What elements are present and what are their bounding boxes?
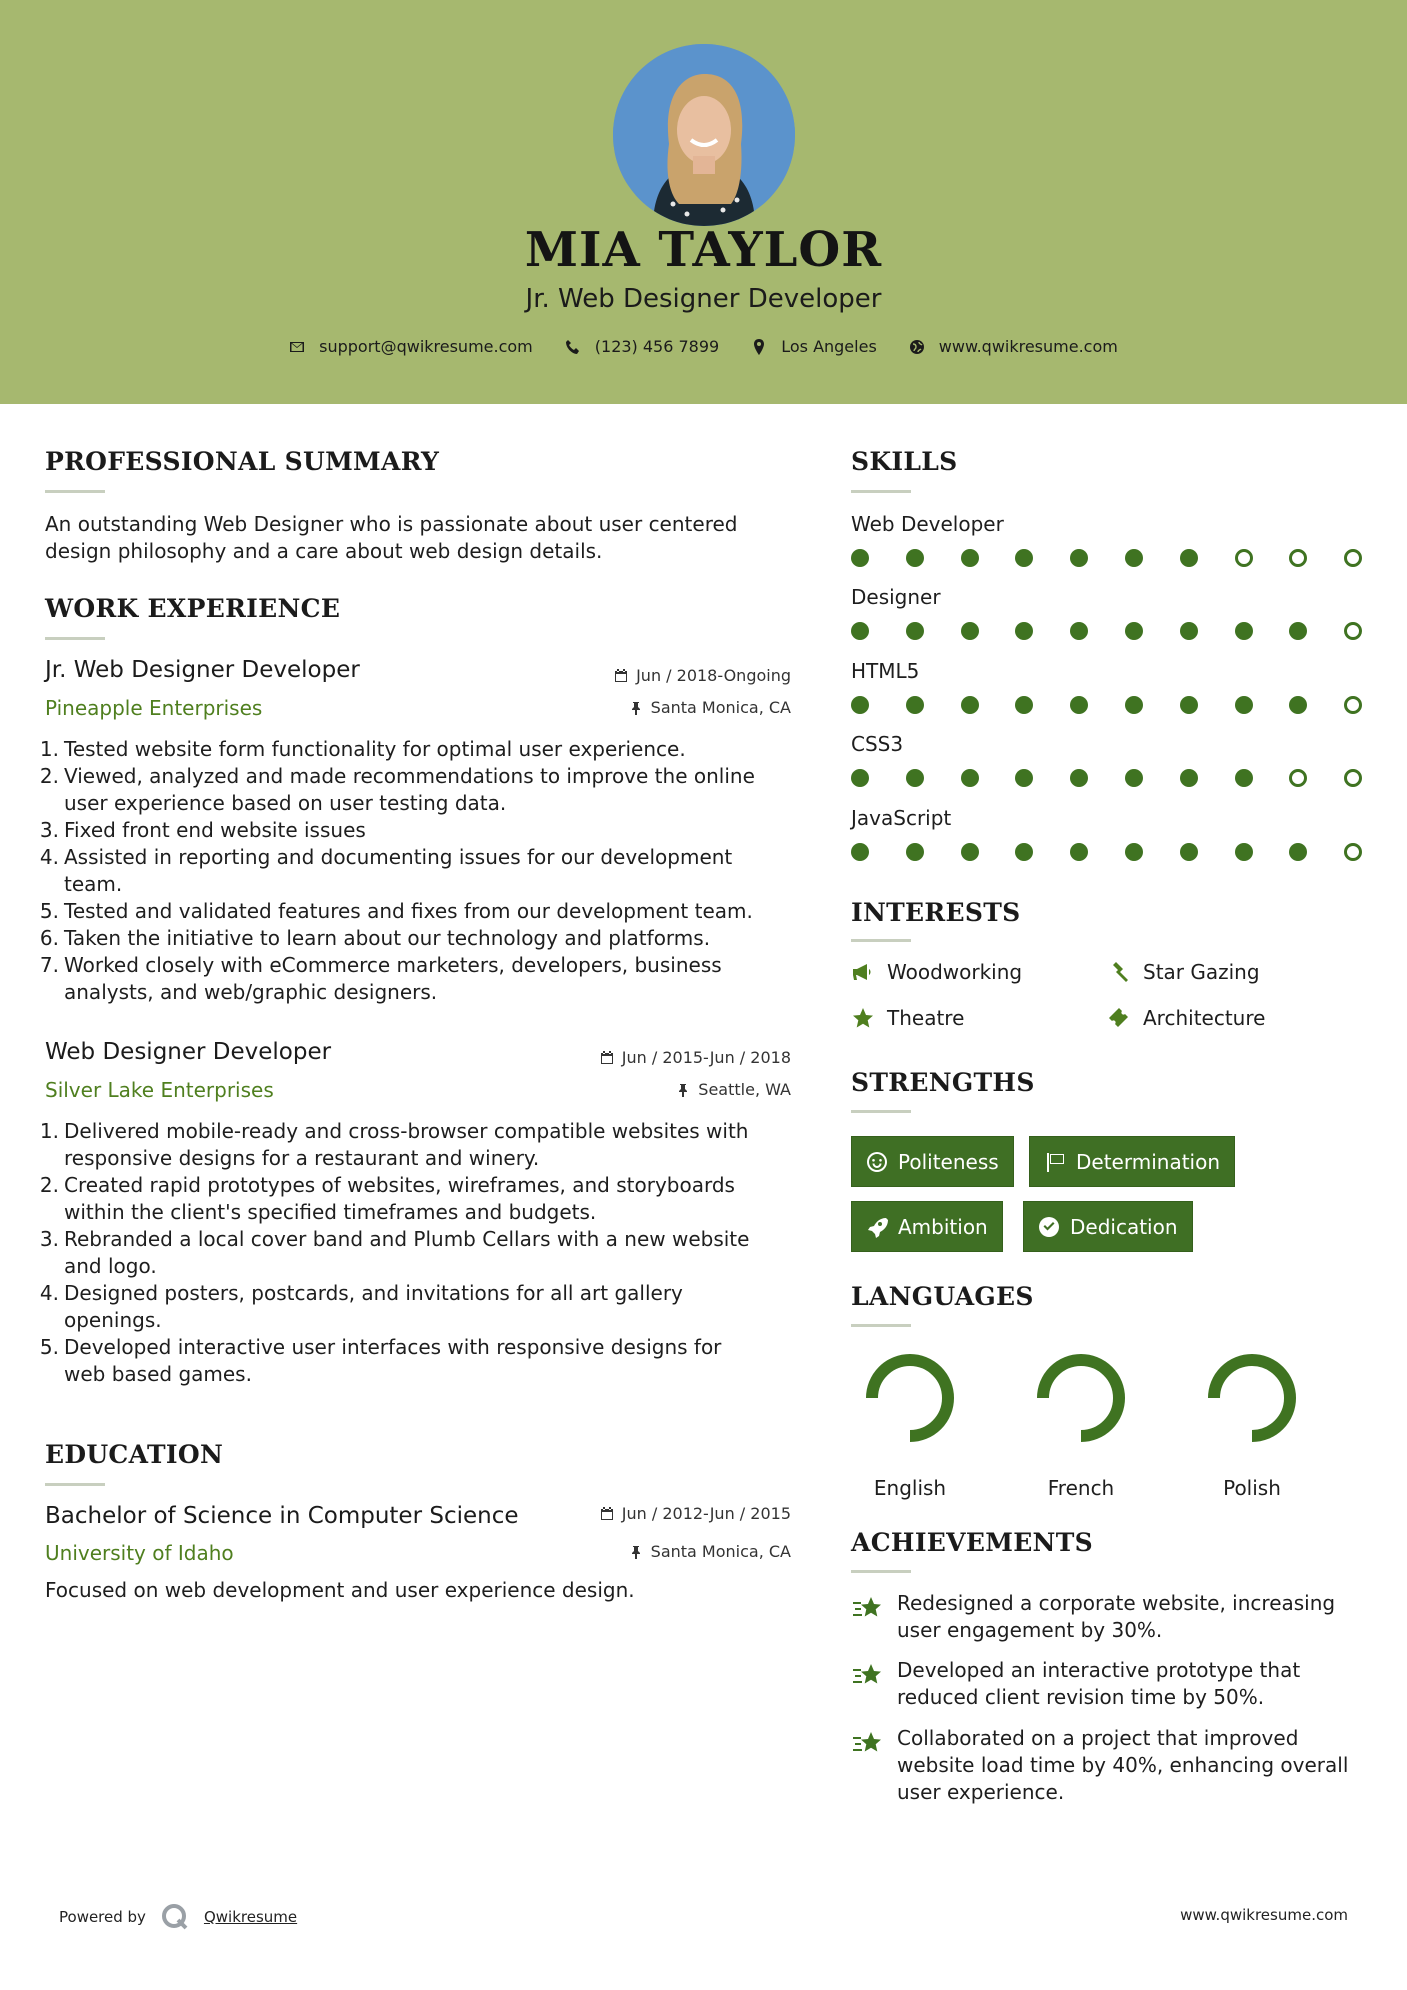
envelope-icon bbox=[289, 339, 305, 355]
star-award-icon bbox=[851, 1661, 885, 1691]
globe-icon bbox=[909, 339, 925, 355]
skill-dot-filled bbox=[851, 769, 869, 787]
language-item bbox=[1202, 1348, 1302, 1500]
list-item: 6. Taken the initiative to learn about our technology and platforms. bbox=[39, 926, 711, 950]
footer-powered-by bbox=[59, 1902, 297, 1932]
contact-email[interactable] bbox=[289, 337, 533, 356]
contact-location bbox=[751, 337, 877, 356]
language-item bbox=[1031, 1348, 1131, 1500]
interest-item bbox=[851, 1006, 964, 1030]
strength-label: Politeness bbox=[898, 1149, 999, 1174]
achievement-item bbox=[851, 1657, 1371, 1711]
skill-dot-filled bbox=[961, 696, 979, 714]
skill-dot-filled bbox=[1125, 769, 1143, 787]
contact-website-text: www.qwikresume.com bbox=[938, 337, 1118, 356]
language-ring bbox=[1031, 1348, 1131, 1448]
list-item: 1. Delivered mobile-ready and cross-browser compatible websites with responsive designs for a restaurant and winery. bbox=[39, 1119, 749, 1170]
strength-label: Determination bbox=[1076, 1149, 1221, 1174]
skill-dot-empty bbox=[1344, 549, 1362, 567]
job-date-text: Jun / 2018-Ongoing bbox=[636, 666, 791, 685]
skill-rating bbox=[851, 622, 1371, 642]
list-item: 5. Developed interactive user interfaces with responsive designs for web based games. bbox=[39, 1335, 722, 1386]
section-title-achievements: ACHIEVEMENTS bbox=[851, 1528, 1093, 1557]
education-date-text: Jun / 2012-Jun / 2015 bbox=[621, 1504, 791, 1523]
section-divider bbox=[851, 939, 911, 942]
skill-dot-filled bbox=[1235, 696, 1253, 714]
list-item: 2. Created rapid prototypes of websites, wireframes, and storyboards within the client's specified timeframes and budgets. bbox=[39, 1173, 735, 1224]
smile-icon bbox=[866, 1151, 888, 1173]
language-label: French bbox=[1047, 1476, 1115, 1500]
skill-name: CSS3 bbox=[851, 732, 904, 756]
pushpin-icon bbox=[629, 1545, 643, 1559]
job-date-text: Jun / 2015-Jun / 2018 bbox=[621, 1048, 791, 1067]
contact-email-text: support@qwikresume.com bbox=[319, 337, 533, 356]
star-award-icon bbox=[851, 1594, 885, 1624]
skill-dot-filled bbox=[906, 622, 924, 640]
section-title-interests: INTERESTS bbox=[851, 898, 1021, 927]
education-location-text: Santa Monica, CA bbox=[650, 1542, 791, 1561]
skill-name: Web Developer bbox=[851, 512, 1004, 536]
skill-dot-filled bbox=[1289, 696, 1307, 714]
education-school: University of Idaho bbox=[45, 1541, 234, 1565]
skill-dot-filled bbox=[1125, 622, 1143, 640]
skill-dot-filled bbox=[1235, 769, 1253, 787]
summary-line: design philosophy and a care about web design details. bbox=[45, 539, 603, 563]
skill-dot-filled bbox=[1180, 843, 1198, 861]
section-title-skills: SKILLS bbox=[851, 447, 958, 476]
skill-dot-filled bbox=[1015, 843, 1033, 861]
interest-item bbox=[851, 960, 1022, 984]
star-icon bbox=[851, 1006, 875, 1030]
strength-label: Ambition bbox=[898, 1214, 988, 1239]
skill-dot-filled bbox=[961, 843, 979, 861]
interest-label: Star Gazing bbox=[1143, 960, 1260, 984]
list-item: 5. Tested and validated features and fixes from our development team. bbox=[39, 899, 753, 923]
powered-by-label: Powered by bbox=[59, 1908, 146, 1926]
skill-dot-filled bbox=[1125, 549, 1143, 567]
pushpin-icon bbox=[629, 701, 643, 715]
skill-dot-empty bbox=[1344, 843, 1362, 861]
contact-phone-text: (123) 456 7899 bbox=[594, 337, 720, 356]
job-duties-list bbox=[36, 1118, 796, 1388]
skill-dot-filled bbox=[1180, 696, 1198, 714]
language-item bbox=[860, 1348, 960, 1500]
interest-label: Theatre bbox=[887, 1006, 965, 1030]
interest-label: Woodworking bbox=[887, 960, 1023, 984]
list-item: 2. Viewed, analyzed and made recommendations to improve the online user experience based on user testing data. bbox=[39, 764, 755, 815]
skill-dot-filled bbox=[1125, 696, 1143, 714]
qwikresume-link[interactable]: Qwikresume bbox=[203, 1908, 298, 1926]
skill-dot-filled bbox=[851, 843, 869, 861]
ticket-icon bbox=[1107, 1006, 1131, 1030]
job-date bbox=[614, 666, 791, 685]
language-ring bbox=[1202, 1348, 1302, 1448]
candidate-title: Jr. Web Designer Developer bbox=[525, 284, 882, 314]
strength-label: Dedication bbox=[1070, 1214, 1178, 1239]
skill-dot-filled bbox=[1015, 549, 1033, 567]
skill-dot-filled bbox=[961, 549, 979, 567]
strength-badge bbox=[1029, 1136, 1235, 1187]
job-company: Silver Lake Enterprises bbox=[45, 1078, 274, 1102]
list-item: 3. Rebranded a local cover band and Plumb Cellars with a new website and logo. bbox=[39, 1227, 750, 1278]
list-item: 3. Fixed front end website issues bbox=[39, 818, 366, 842]
profile-photo-illustration bbox=[613, 44, 795, 226]
section-title-languages: LANGUAGES bbox=[851, 1282, 1034, 1311]
phone-icon bbox=[565, 339, 581, 355]
achievement-item bbox=[851, 1590, 1371, 1644]
section-divider bbox=[45, 490, 105, 493]
skill-dot-filled bbox=[1070, 843, 1088, 861]
skill-name: JavaScript bbox=[851, 806, 952, 830]
calendar-icon bbox=[614, 669, 628, 683]
skill-dot-empty bbox=[1289, 769, 1307, 787]
skill-dot-filled bbox=[851, 622, 869, 640]
section-divider bbox=[851, 490, 911, 493]
skill-dot-empty bbox=[1344, 696, 1362, 714]
contact-bar bbox=[0, 337, 1407, 356]
interest-item bbox=[1107, 1006, 1265, 1030]
education-note: Focused on web development and user experience design. bbox=[45, 1578, 635, 1602]
job-location bbox=[676, 1080, 791, 1099]
section-divider bbox=[45, 637, 105, 640]
skill-name: HTML5 bbox=[851, 659, 920, 683]
job-location bbox=[629, 698, 791, 717]
bullhorn-icon bbox=[851, 960, 875, 984]
qwikresume-logo-icon bbox=[160, 1902, 190, 1932]
list-item: 4. Designed posters, postcards, and invitations for all art gallery openings. bbox=[39, 1281, 683, 1332]
section-title-work: WORK EXPERIENCE bbox=[45, 594, 341, 623]
skill-dot-filled bbox=[1125, 843, 1143, 861]
interest-label: Architecture bbox=[1143, 1006, 1266, 1030]
skill-dot-filled bbox=[1015, 769, 1033, 787]
skill-dot-filled bbox=[1235, 622, 1253, 640]
skill-dot-empty bbox=[1235, 549, 1253, 567]
skill-dot-filled bbox=[906, 549, 924, 567]
skill-dot-filled bbox=[961, 769, 979, 787]
job-location-text: Seattle, WA bbox=[698, 1080, 791, 1099]
job-role: Web Designer Developer bbox=[45, 1039, 332, 1065]
skill-dot-filled bbox=[1289, 622, 1307, 640]
section-divider bbox=[45, 1483, 105, 1486]
flag-icon bbox=[1044, 1151, 1066, 1173]
strength-badge bbox=[851, 1201, 1003, 1252]
strength-badge bbox=[1023, 1201, 1193, 1252]
strength-badge bbox=[851, 1136, 1014, 1187]
skill-dot-filled bbox=[1180, 769, 1198, 787]
skill-rating bbox=[851, 843, 1371, 863]
contact-website[interactable] bbox=[909, 337, 1118, 356]
skill-rating bbox=[851, 696, 1371, 716]
skill-dot-filled bbox=[1070, 622, 1088, 640]
summary-line: An outstanding Web Designer who is passionate about user centered bbox=[45, 512, 738, 536]
section-divider bbox=[851, 1570, 911, 1573]
skill-rating bbox=[851, 549, 1371, 569]
skill-dot-empty bbox=[1344, 622, 1362, 640]
language-label: Polish bbox=[1223, 1476, 1281, 1500]
job-role: Jr. Web Designer Developer bbox=[45, 657, 360, 683]
skill-name: Designer bbox=[851, 585, 941, 609]
skill-dot-filled bbox=[851, 549, 869, 567]
skill-dot-filled bbox=[1235, 843, 1253, 861]
rocket-icon bbox=[866, 1216, 888, 1238]
skill-dot-filled bbox=[1289, 843, 1307, 861]
calendar-icon bbox=[600, 1507, 614, 1521]
section-divider bbox=[851, 1110, 911, 1113]
footer-website[interactable]: www.qwikresume.com bbox=[1180, 1906, 1348, 1924]
contact-phone[interactable] bbox=[565, 337, 719, 356]
achievement-text: Developed an interactive prototype that reduced client revision time by 50%. bbox=[897, 1658, 1301, 1709]
skill-dot-filled bbox=[1015, 696, 1033, 714]
candidate-name: MIA TAYLOR bbox=[524, 222, 883, 278]
interest-item bbox=[1107, 960, 1260, 984]
achievement-text: Collaborated on a project that improved website load time by 40%, enhancing overall user experience. bbox=[897, 1726, 1349, 1804]
job-date bbox=[600, 1048, 791, 1067]
pushpin-icon bbox=[676, 1083, 690, 1097]
achievement-item bbox=[851, 1725, 1371, 1806]
section-title-summary: PROFESSIONAL SUMMARY bbox=[45, 447, 440, 476]
education-date bbox=[600, 1504, 791, 1523]
resume-header bbox=[0, 0, 1407, 404]
skill-dot-filled bbox=[1070, 769, 1088, 787]
star-award-icon bbox=[851, 1729, 885, 1759]
map-marker-icon bbox=[751, 339, 767, 355]
section-title-strengths: STRENGTHS bbox=[851, 1068, 1035, 1097]
job-location-text: Santa Monica, CA bbox=[650, 698, 791, 717]
skill-dot-filled bbox=[1070, 696, 1088, 714]
skill-dot-filled bbox=[906, 696, 924, 714]
skill-dot-empty bbox=[1344, 769, 1362, 787]
language-ring bbox=[860, 1348, 960, 1448]
job-company: Pineapple Enterprises bbox=[45, 696, 263, 720]
job-duties-list bbox=[36, 736, 796, 1006]
skill-dot-empty bbox=[1289, 549, 1307, 567]
section-divider bbox=[851, 1324, 911, 1327]
skill-rating bbox=[851, 769, 1371, 789]
education-location bbox=[629, 1542, 791, 1561]
skill-dot-filled bbox=[1070, 549, 1088, 567]
skill-dot-filled bbox=[851, 696, 869, 714]
skill-dot-filled bbox=[906, 769, 924, 787]
calendar-icon bbox=[600, 1051, 614, 1065]
skill-dot-filled bbox=[1180, 549, 1198, 567]
gavel-icon bbox=[1107, 960, 1131, 984]
skill-dot-filled bbox=[1015, 622, 1033, 640]
skill-dot-filled bbox=[1180, 622, 1198, 640]
profile-photo bbox=[613, 44, 795, 226]
language-label: English bbox=[873, 1476, 947, 1500]
skill-dot-filled bbox=[906, 843, 924, 861]
achievement-text: Redesigned a corporate website, increasing user engagement by 30%. bbox=[897, 1591, 1336, 1642]
summary-text bbox=[45, 511, 805, 565]
section-title-education: EDUCATION bbox=[45, 1440, 224, 1469]
list-item: 4. Assisted in reporting and documenting issues for our development team. bbox=[39, 845, 733, 896]
skill-dot-filled bbox=[961, 622, 979, 640]
contact-location-text: Los Angeles bbox=[781, 337, 877, 356]
check-circle-icon bbox=[1038, 1216, 1060, 1238]
list-item: 1. Tested website form functionality for optimal user experience. bbox=[39, 737, 686, 761]
list-item: 7. Worked closely with eCommerce marketers, developers, business analysts, and web/graphic designers. bbox=[39, 953, 722, 1004]
education-degree: Bachelor of Science in Computer Science bbox=[45, 1503, 519, 1529]
